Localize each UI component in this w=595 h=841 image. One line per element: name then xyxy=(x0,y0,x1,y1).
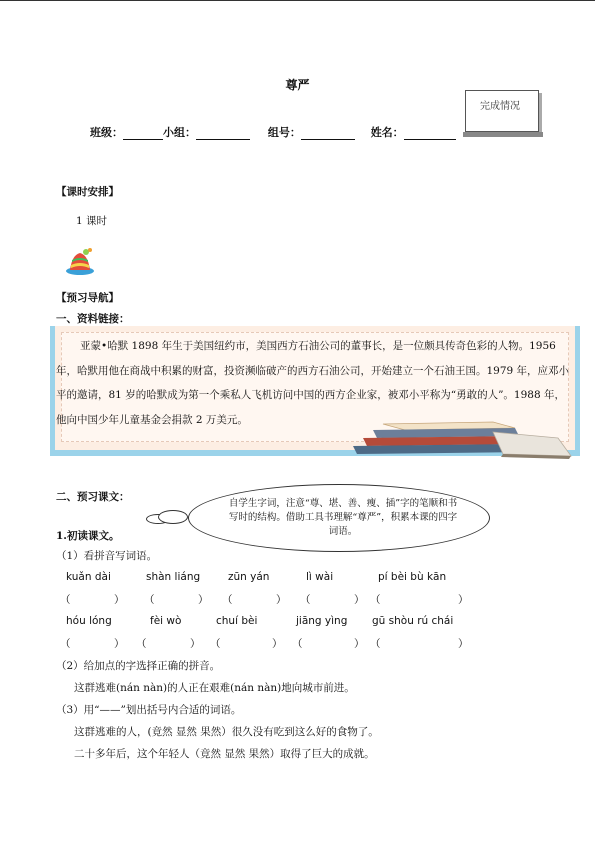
paren-open: （ xyxy=(60,594,71,606)
question-2: （2）给加点的字选择正确的拼音。 xyxy=(56,660,221,672)
paren-open: （ xyxy=(292,638,303,650)
question-3-sentence-1: 这群逃难的人，(竟然 显然 果然）很久没有吃到这么好的食物了。 xyxy=(74,726,379,738)
pinyin-item: lì wài xyxy=(306,571,334,583)
paren-close: ） xyxy=(276,594,287,606)
resource-text-body: 亚蒙•哈默 1898 年生于美国纽约市，美国西方石油公司的董事长，是一位颇具传奇色彩的人物。1956 年，哈默用他在商战中积累的财富，投资濒临破产的西方石油公司，开始建立一个石油王国。1979 年，应邓小平的邀请，81 岁的哈默成为第一个乘私人飞机访问中国的西方企业家，被邓小平称为“勇敢的人”。1988 年，他向中国少年儿童基金会捐款 2 万美元。 xyxy=(56,340,570,426)
thought-cloud-text: 自学生字词，注意“尊、堪、善、瘦、插”字的笔顺和书写时的结构。借助工具书理解“尊严”，积累本课的四字词语。 xyxy=(228,498,458,537)
paren-close: ） xyxy=(272,638,283,650)
paren-open: （ xyxy=(60,638,71,650)
paren-close: ） xyxy=(114,638,125,650)
pinyin-item: zūn yán xyxy=(228,571,270,583)
paren-open: （ xyxy=(300,594,311,606)
pinyin-item: jiāng yìng xyxy=(296,615,348,627)
pinyin-item: gū shòu rú chái xyxy=(372,615,454,627)
paren-open: （ xyxy=(210,638,221,650)
schedule-heading: 【课时安排】 xyxy=(56,186,119,198)
group-field[interactable] xyxy=(196,127,250,140)
guide-heading: 【预习导航】 xyxy=(56,292,119,304)
paren-close: ） xyxy=(198,594,209,606)
paren-close: ） xyxy=(458,638,469,650)
pinyin-item: kuǎn dài xyxy=(66,571,111,583)
name-field[interactable] xyxy=(404,127,456,140)
name-label: 姓名： xyxy=(370,126,404,139)
top-rule xyxy=(0,0,595,1)
paren-open: （ xyxy=(370,638,381,650)
schedule-content: 1 课时 xyxy=(76,215,108,227)
group-number-label: 组号： xyxy=(267,126,301,139)
paren-open: （ xyxy=(370,594,381,606)
preview-heading: 二、预习课文： xyxy=(56,491,130,503)
question-2-sentence: 这群逃难(nán nàn)的人正在艰难(nán nàn)地向城市前进。 xyxy=(74,682,355,694)
group-label: 小组： xyxy=(163,126,196,139)
question-3-sentence-2: 二十多年后，这个年轻人（竟然 显然 果然）取得了巨大的成就。 xyxy=(74,748,375,760)
resource-heading: 一、资料链接： xyxy=(56,313,130,325)
status-box-shelf xyxy=(463,132,543,137)
resource-text xyxy=(56,334,574,432)
pinyin-item: fèi wò xyxy=(150,615,182,627)
pinyin-item: pí bèi bù kān xyxy=(378,571,447,583)
completion-status-label: 完成情况 xyxy=(480,101,520,112)
question-1: （1）看拼音写词语。 xyxy=(56,550,158,562)
paren-open: （ xyxy=(222,594,233,606)
thought-bubble-medium xyxy=(158,510,188,524)
paren-close: ） xyxy=(114,594,125,606)
paren-close: ） xyxy=(354,638,365,650)
hat-icon xyxy=(64,245,96,280)
pinyin-item: chuí bèi xyxy=(216,615,258,627)
paren-close: ） xyxy=(458,594,469,606)
paren-open: （ xyxy=(136,638,147,650)
question-3: （3）用“——”划出括号内合适的词语。 xyxy=(56,704,242,716)
class-label: 班级： xyxy=(90,126,123,139)
pinyin-item: shàn liáng xyxy=(146,571,201,583)
first-read-heading: 1.初读课文。 xyxy=(56,530,120,542)
student-info-row xyxy=(90,124,456,140)
paren-close: ） xyxy=(354,594,365,606)
paren-open: （ xyxy=(144,594,155,606)
group-number-field[interactable] xyxy=(301,127,355,140)
page-title: 尊严 xyxy=(285,78,310,92)
books-illustration xyxy=(343,420,575,463)
pinyin-item: hóu lóng xyxy=(66,615,112,627)
paren-close: ） xyxy=(190,638,201,650)
completion-status-box xyxy=(465,90,539,132)
class-field[interactable] xyxy=(123,127,163,140)
